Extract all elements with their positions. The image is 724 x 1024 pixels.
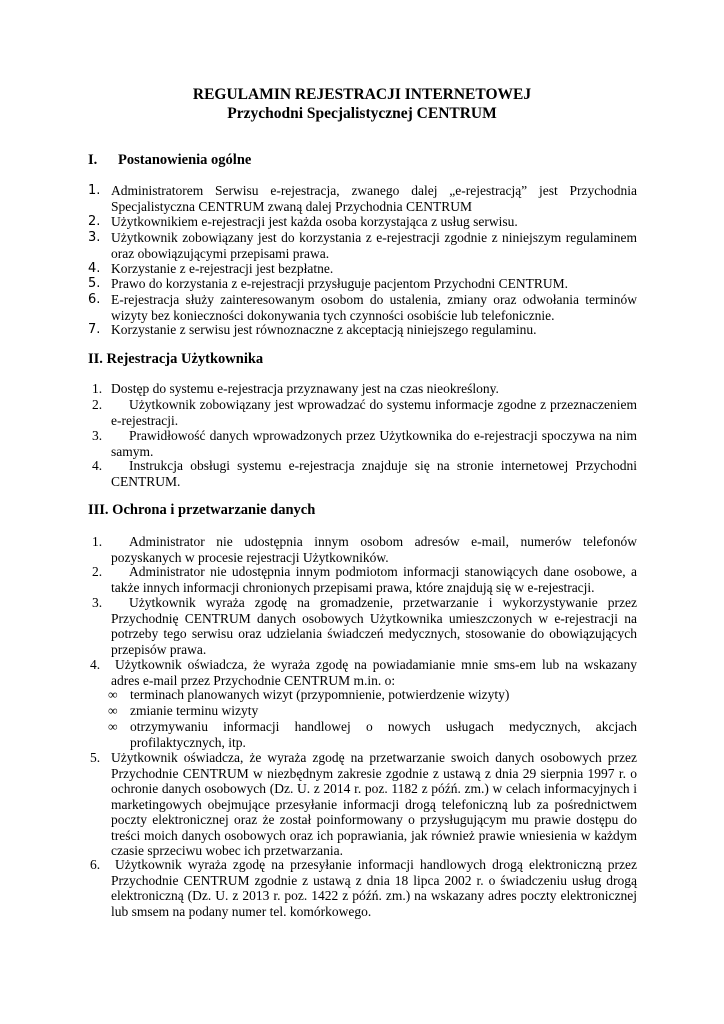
list-item-number: 6. — [90, 857, 101, 872]
list-item-number: 2. — [92, 397, 103, 412]
document-subtitle: Przychodni Specjalistycznej CENTRUM — [227, 105, 497, 122]
list-item: Instrukcja obsługi systemu e-rejestracja znajduje się na stronie internetowej Przychodni CENTRUM. — [111, 458, 637, 489]
list-item-number: 3. — [92, 428, 103, 443]
list-item-number: 4. — [92, 458, 103, 473]
list-item-number: 3. — [92, 595, 103, 610]
list-item: Użytkownik oświadcza, że wyraża zgodę na powiadamianie mnie sms-em lub na wskazany adres e-mail przez Przychodnie CENTRUM m.in. o: — [111, 657, 637, 688]
list-item: Administrator nie udostępnia innym podmiotom informacji stanowiących dane osobowe, a także innych informacji chronionych przepisami prawa, które znajdują się w e-rejestracji. — [111, 564, 637, 595]
list-item: Administratorem Serwisu e-rejestracja, zwanego dalej „e-rejestracją” jest Przychodnia Specjalistyczna CENTRUM zwaną dalej Przychodnia CENTRUM — [111, 183, 637, 214]
list-item: Korzystanie z serwisu jest równoznaczne z akceptacją niniejszego regulaminu. — [111, 322, 537, 337]
bullet-symbol: ∞ — [108, 719, 118, 734]
list-item-number: 1. — [92, 534, 103, 549]
section-1-number: I. — [88, 152, 98, 168]
list-item-number: 2. — [88, 214, 101, 229]
list-item-number: 5. — [90, 750, 101, 765]
bullet-symbol: ∞ — [108, 687, 118, 702]
bullet-item: terminach planowanych wizyt (przypomnienie, potwierdzenie wizyty) — [130, 687, 510, 702]
list-item: Dostęp do systemu e-rejestracja przyznawany jest na czas nieokreślony. — [111, 381, 499, 396]
document-title: REGULAMIN REJESTRACJI INTERNETOWEJ — [192, 86, 532, 103]
list-item: Użytkownik zobowiązany jest do korzystania z e-rejestracji zgodnie z niniejszym regulaminem oraz obowiązującymi przepisami prawa. — [111, 230, 637, 261]
list-item: Użytkownik wyraża zgodę na gromadzenie, przetwarzanie i wykorzystywanie przez Przychodnię CENTRUM danych osobowych Użytkownika umieszczonych w e-rejestracji na potrzeby tego serwisu oraz udzielania świadczeń medycznych, stosowanie do obowiązujących przepisów prawa. — [111, 595, 637, 657]
list-item-number: 5. — [88, 276, 101, 291]
list-item: E-rejestracja służy zainteresowanym osobom do ustalenia, zmiany oraz odwołania terminów wizyty bez konieczności dokonywania tych czynności osobiście lub telefonicznie. — [111, 292, 637, 323]
list-item-number: 3. — [88, 230, 101, 245]
list-item-number: 1. — [92, 381, 103, 396]
list-item-number: 7. — [88, 322, 101, 337]
section-3-heading: III. Ochrona i przetwarzanie danych — [88, 502, 316, 518]
section-1-heading: Postanowienia ogólne — [118, 152, 252, 168]
list-item-number: 1. — [88, 183, 101, 198]
bullet-item: zmianie terminu wizyty — [130, 703, 259, 718]
bullet-item: otrzymywaniu informacji handlowej o nowych usługach medycznych, akcjach profilaktycznych, itp. — [130, 719, 637, 750]
list-item: Administrator nie udostępnia innym osobom adresów e-mail, numerów telefonów pozyskanych w procesie rejestracji Użytkowników. — [111, 534, 637, 565]
bullet-symbol: ∞ — [108, 703, 118, 718]
list-item-number: 6. — [88, 292, 101, 307]
list-item: Użytkownik oświadcza, że wyraża zgodę na przetwarzanie swoich danych osobowych przez Przychodnie CENTRUM w niezbędnym zakresie zgodnie z ustawą z dnia 29 sierpnia 1997 r. o ochronie danych osobowych (Dz. U. z 2014 r. poz. 1182 z późń. zm.) w celach informacyjnych i marketingowych obejmujące przesyłanie informacji drogą telefoniczną lub za pośrednictwem poczty elektronicznej oraz że został poinformowany o przysługującym mu prawie dostępu do treści moich danych osobowych oraz ich poprawiania, jak również prawie wniesienia w każdym czasie sprzeciwu wobec ich przetwarzania. — [111, 750, 637, 858]
list-item: Użytkownik zobowiązany jest wprowadzać do systemu informacje zgodne z przeznaczeniem e-rejestracji. — [111, 397, 637, 428]
list-item-number: 4. — [90, 657, 101, 672]
list-item: Korzystanie z e-rejestracji jest bezpłatne. — [111, 261, 334, 276]
list-item: Prawo do korzystania z e-rejestracji przysługuje pacjentom Przychodni CENTRUM. — [111, 276, 568, 291]
section-2-heading: II. Rejestracja Użytkownika — [88, 351, 264, 367]
list-item-number: 2. — [92, 564, 103, 579]
list-item: Użytkownik wyraża zgodę na przesyłanie informacji handlowych drogą elektroniczną przez Przychodnie CENTRUM zgodnie z ustawą z dnia 18 lipca 2002 r. o świadczeniu usług drogą elektroniczną (Dz. U. z 2013 r. poz. 1422 z późń. zm.) na wskazany adres poczty elektronicznej lub smsem na podany numer tel. komórkowego. — [111, 857, 637, 919]
list-item: Prawidłowość danych wprowadzonych przez Użytkownika do e-rejestracji spoczywa na nim samym. — [111, 428, 637, 459]
list-item: Użytkownikiem e-rejestracji jest każda osoba korzystająca z usług serwisu. — [111, 214, 518, 229]
list-item-number: 4. — [88, 261, 101, 276]
